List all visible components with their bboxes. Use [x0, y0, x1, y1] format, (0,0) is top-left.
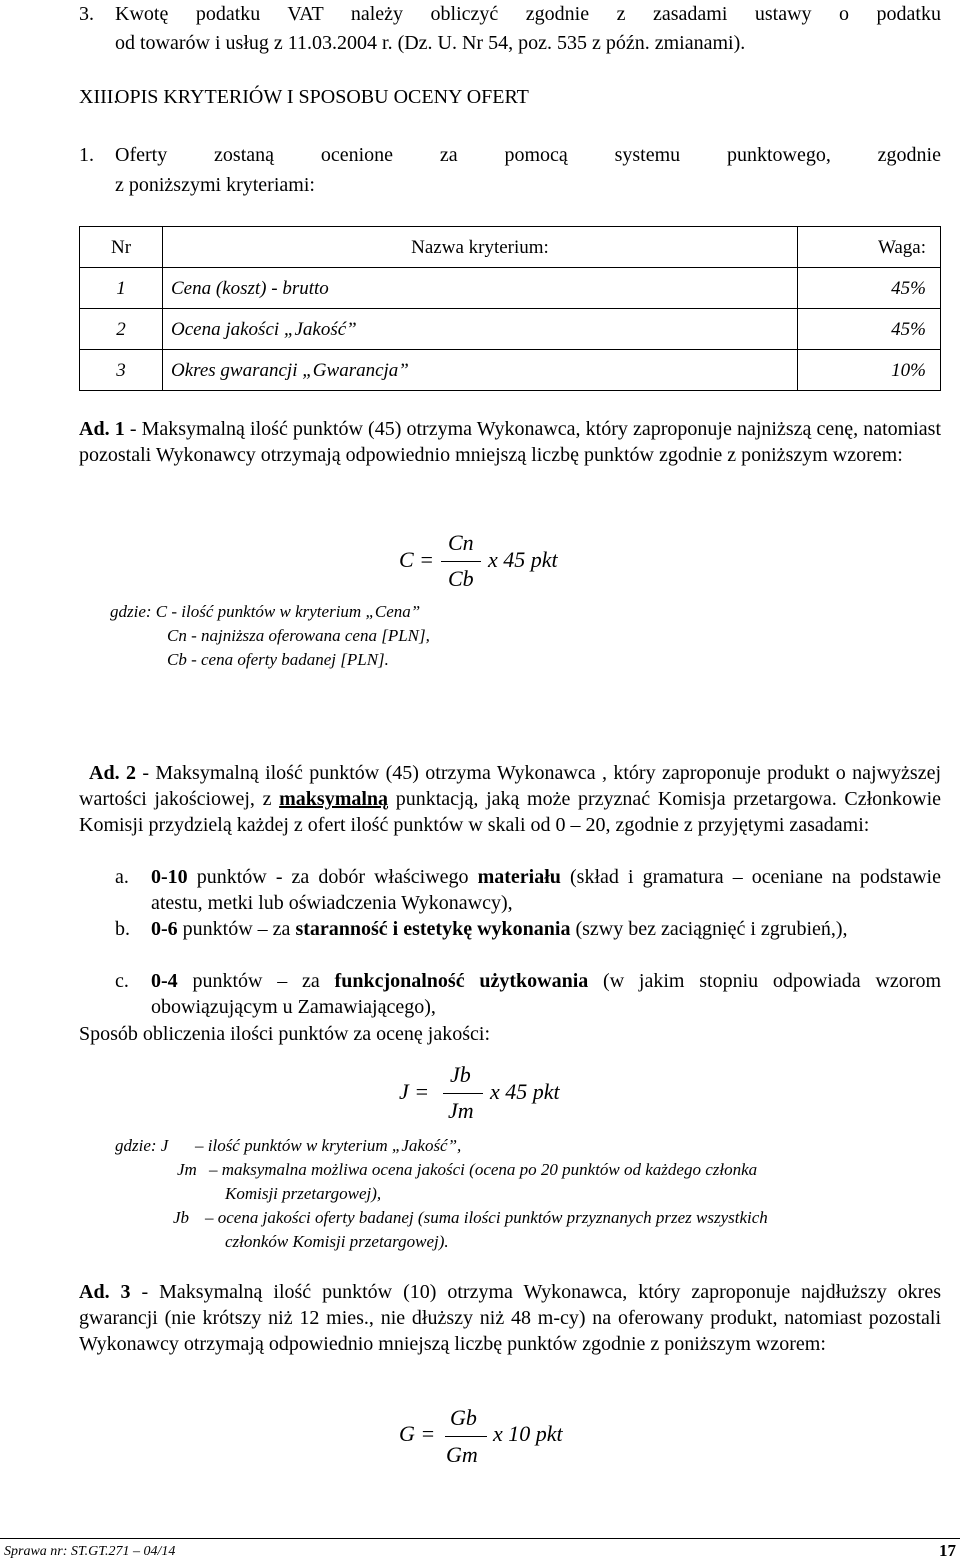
where-symbol: Jm — [177, 1160, 197, 1179]
ad3-formula-numerator: Gb — [450, 1405, 477, 1430]
header-nr: Nr — [80, 227, 163, 268]
top-item-line1: Kwotę podatku VAT należy obliczyć zgodnie z zasadami ustawy o podatku — [115, 3, 941, 25]
row-name: Cena (koszt) - brutto — [163, 268, 798, 309]
item-pre: punktów – za — [177, 970, 335, 992]
footer-case-number: Sprawa nr: ST.GT.271 – 04/14 — [4, 1544, 176, 1559]
item-letter: b. — [115, 918, 130, 940]
ad3-fraction-bar — [445, 1436, 487, 1437]
ad1-fraction-bar — [441, 561, 481, 562]
ad1-formula-rhs: x 45 pkt — [488, 547, 558, 572]
item-letter: a. — [115, 866, 129, 888]
item-post: (w jakim stopniu odpowiada wzorom obowiązującym u Zamawiającego), — [151, 970, 941, 1018]
top-item-line2: od towarów i usług z 11.03.2004 r. (Dz. U. Nr 54, poz. 535 z późn. zmianami). — [115, 32, 746, 54]
ad2-paragraph — [79, 760, 941, 838]
row-nr: 2 — [80, 309, 163, 350]
item-points: 0-6 — [151, 918, 178, 940]
item-bold: materiału — [477, 866, 561, 888]
ad1-formula-numerator: Cn — [448, 530, 474, 555]
ad3-label: Ad. 3 — [79, 1281, 131, 1303]
where-description: – ocena jakości oferty badanej (suma ilości punktów przyznanych przez wszystkich — [205, 1208, 768, 1227]
table-row — [80, 268, 941, 309]
ad2-where-row — [115, 1182, 950, 1206]
footer-rule — [0, 1538, 960, 1539]
table-row — [80, 309, 941, 350]
ad2-formula-denominator: Jm — [448, 1098, 474, 1123]
ad2-fraction-bar — [443, 1093, 483, 1094]
ad2-where — [115, 1134, 950, 1254]
point-1-line1: Oferty zostaną ocenione za pomocą systemu punktowego, zgodnie — [115, 144, 941, 166]
top-item-number: 3. — [79, 3, 94, 25]
row-nr: 3 — [80, 350, 163, 391]
header-name: Nazwa kryterium: — [163, 227, 798, 268]
ad2-label: Ad. 2 — [89, 762, 136, 784]
point-1-number: 1. — [79, 144, 94, 166]
item-points: 0-4 — [151, 970, 178, 992]
where-continuation: Komisji przetargowej), — [225, 1184, 382, 1203]
ad2-formula-rhs: x 45 pkt — [490, 1079, 560, 1104]
ad2-text-emphasis: maksymalną — [279, 788, 389, 810]
item-text — [151, 968, 941, 1020]
row-nr: 1 — [80, 268, 163, 309]
section-heading — [79, 85, 529, 110]
ad1-where — [110, 600, 430, 672]
ad1-label: Ad. 1 — [79, 418, 125, 440]
ad1-formula-denominator: Cb — [448, 566, 474, 591]
table-row — [80, 350, 941, 391]
ad2-where-row — [115, 1158, 950, 1182]
row-weight: 10% — [798, 350, 941, 391]
row-weight: 45% — [798, 309, 941, 350]
ad1-where-line: Cb - cena oferty badanej [PLN]. — [167, 650, 389, 669]
ad1-where-line: Cn - najniższa oferowana cena [PLN], — [167, 626, 430, 645]
ad2-where-row — [115, 1134, 950, 1158]
ad1-text: - Maksymalną ilość punktów (45) otrzyma Wykonawca, który zaproponuje najniższą cenę, natomiast pozostali Wykonawcy otrzymają odpowiednio mniejszą liczbę punktów zgodnie z poniższym wzorem: — [79, 418, 942, 466]
header-weight: Waga: — [798, 227, 941, 268]
item-letter: c. — [115, 970, 129, 992]
ad2-method: Sposób obliczenia ilości punktów za ocenę jakości: — [79, 1023, 491, 1045]
item-post: (skład i gramatura – oceniane na podstawie atestu, metki lub oświadczenia Wykonawcy), — [151, 866, 941, 914]
item-post: (szwy bez zaciągnięć i zgrubień,), — [570, 918, 848, 940]
section-number: XIII. — [79, 86, 119, 108]
item-points: 0-10 — [151, 866, 188, 888]
where-symbol: gdzie: J — [115, 1136, 169, 1155]
item-bold: funkcjonalność użytkowania — [334, 970, 589, 992]
ad3-formula-denominator: Gm — [446, 1442, 478, 1467]
item-bold: staranność i estetykę wykonania — [295, 918, 571, 940]
ad2-formula-lhs: J = — [399, 1079, 430, 1104]
item-text — [151, 864, 941, 916]
ad3-formula-lhs: G = — [399, 1421, 436, 1446]
ad2-text-before: - Maksymalną ilość punktów (45) otrzyma Wykonawca , który zaproponuje produkt o najwyższej wartości jakościowej, z — [79, 762, 942, 810]
point-1-line2: z poniższymi kryteriami: — [115, 174, 315, 196]
item-pre: punktów - za dobór właściwego — [187, 866, 478, 888]
ad2-formula-numerator: Jb — [450, 1062, 471, 1087]
ad2-where-row — [115, 1230, 950, 1254]
where-description: – ilość punktów w kryterium „Jakość”, — [195, 1136, 462, 1155]
ad1-formula-lhs: C = — [399, 547, 435, 572]
ad1-paragraph — [79, 416, 941, 468]
ad2-where-row — [115, 1206, 950, 1230]
criteria-table — [79, 226, 941, 391]
footer-page-number: 17 — [939, 1541, 956, 1560]
table-header-row — [80, 227, 941, 268]
section-title: OPIS KRYTERIÓW I SPOSOBU OCENY OFERT — [115, 86, 529, 108]
row-name: Ocena jakości „Jakość” — [163, 309, 798, 350]
where-symbol: Jb — [173, 1208, 190, 1227]
where-description: – maksymalna możliwa ocena jakości (ocena po 20 punktów od każdego członka — [209, 1160, 758, 1179]
item-text — [151, 916, 941, 942]
item-pre: punktów – za — [177, 918, 296, 940]
where-continuation: członków Komisji przetargowej). — [225, 1232, 449, 1251]
row-name: Okres gwarancji „Gwarancja” — [163, 350, 798, 391]
ad3-paragraph — [79, 1279, 941, 1357]
row-weight: 45% — [798, 268, 941, 309]
ad2-text-after: punktacją, jaką może przyznać Komisja przetargowa. Członkowie Komisji przydzielą każdej z ofert ilość punktów w skali od 0 – 20, zgodnie z przyjętymi zasadami: — [79, 788, 942, 836]
ad3-formula-rhs: x 10 pkt — [493, 1421, 563, 1446]
ad1-where-line: gdzie: C - ilość punktów w kryterium „Cena” — [110, 602, 421, 621]
ad3-text: - Maksymalną ilość punktów (10) otrzyma Wykonawca, który zaproponuje najdłuższy okres gwarancji (nie krótszy niż 12 mies., nie dłuższy niż 48 m-cy) na oferowany produkt, natomiast pozostali Wykonawcy otrzymają odpowiednio mniejszą liczbę punktów zgodnie z poniższym wzorem: — [79, 1281, 941, 1355]
